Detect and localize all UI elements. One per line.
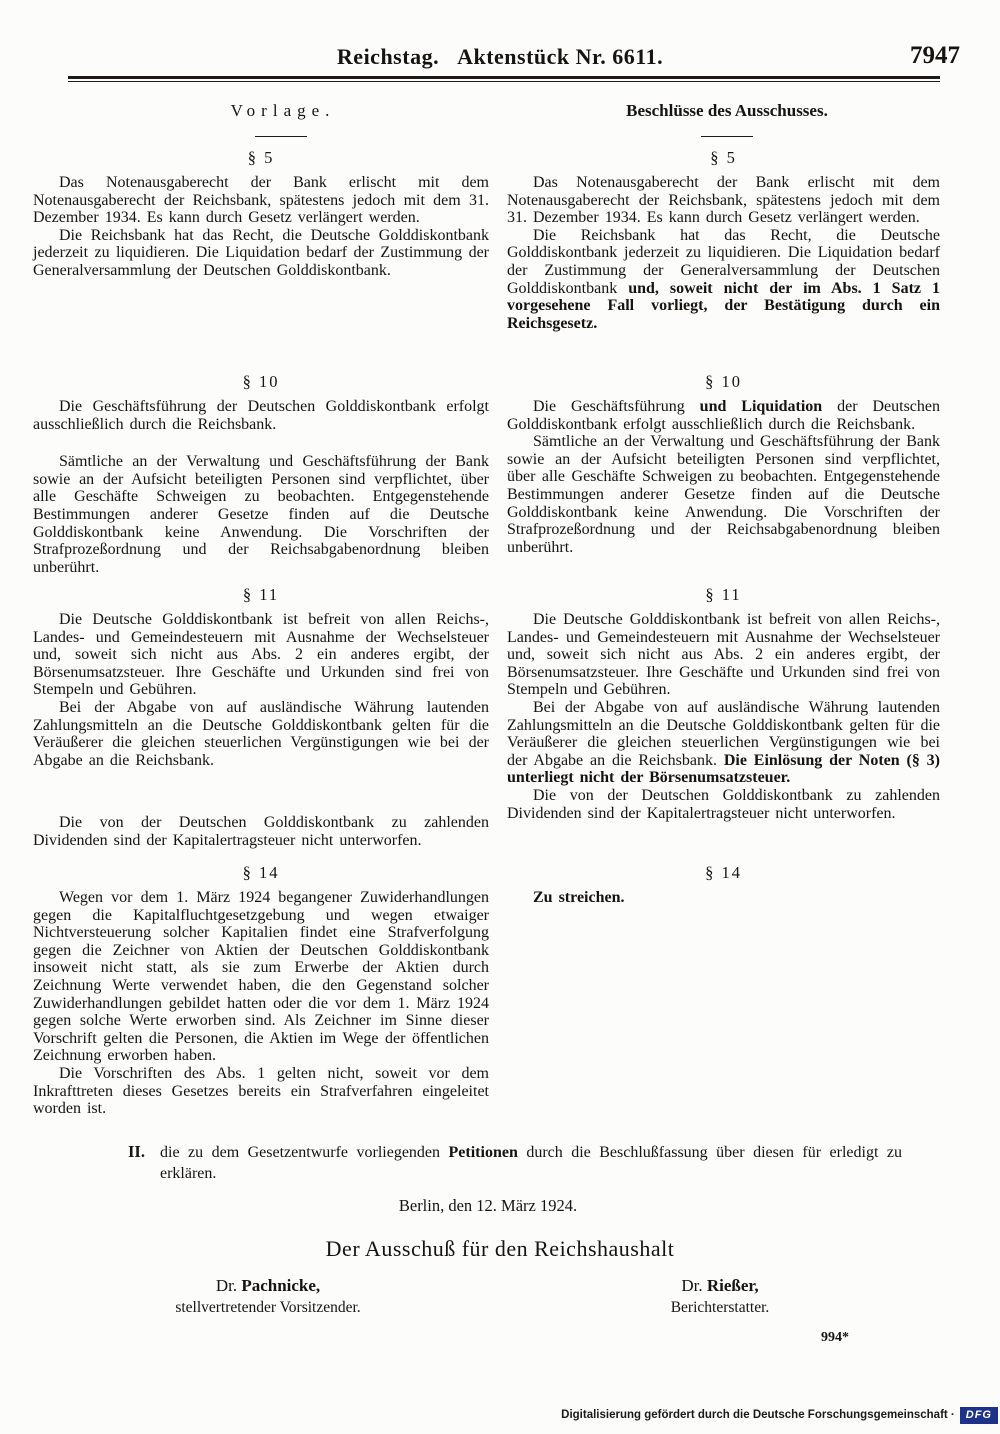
- body-paragraph: [507, 174, 940, 227]
- body-text: Das Notenausgaberecht der Bank erlischt mit dem Notenausgaberecht der Reichsbank, spätestens jedoch mit dem 31. Dezember 1934. Es kann durch Gesetz verlängert werden.: [507, 174, 940, 227]
- body-paragraph: [507, 398, 940, 433]
- signatory-title: Dr.: [681, 1276, 707, 1295]
- paragraph-heading: § 11: [705, 585, 742, 604]
- body-text: Die Reichsbank hat das Recht, die Deutsche Golddiskontbank jederzeit zu liquidieren. Die Liquidation bedarf der Zustimmung der Generalversammlung der Deutschen Golddiskontbank.: [33, 226, 489, 279]
- item-text-pre: die zu dem Gesetzentwurfe vorliegenden: [160, 1144, 449, 1161]
- body-paragraph: [33, 611, 489, 699]
- paragraph-heading: § 10: [242, 372, 280, 391]
- header-rule: [68, 76, 940, 86]
- body-paragraph: [507, 227, 940, 333]
- body-text: Die Deutsche Golddiskontbank ist befreit von allen Reichs-, Landes- und Gemeindesteuern mit Ausnahme der Wechselsteuer und, soweit sich nicht aus Abs. 2 ein anderes ergibt, der Börsenumsatzsteuer. Ihre Geschäfte und Urkunden sind frei von Stempeln und Gebühren.: [507, 611, 940, 699]
- body-paragraph: [33, 814, 489, 849]
- signatory-role: stellvertretender Vorsitzender.: [175, 1299, 361, 1316]
- body-paragraph: [33, 398, 489, 433]
- digitization-footer: [561, 1405, 998, 1425]
- signatory-title: Dr.: [215, 1276, 242, 1295]
- amended-text: und, soweit nicht der im Abs. 1 Satz 1 vorgesehene Fall vorliegt, der Bestätigung durch ein Reichsgesetz.: [507, 279, 941, 332]
- amended-text: Zu streichen.: [533, 889, 625, 906]
- body-text: Die Geschäftsführung: [533, 398, 700, 415]
- body-paragraph: [507, 787, 940, 822]
- section-s5-left: [33, 148, 489, 280]
- body-paragraph: [507, 433, 940, 556]
- signatory-role: Berichterstatter.: [670, 1299, 770, 1316]
- paragraph-heading: § 14: [242, 863, 280, 882]
- item-marker: II.: [128, 1142, 145, 1161]
- section-s10-right: [507, 372, 940, 556]
- section-s11-left: [33, 585, 489, 850]
- signature-chairman: [118, 1276, 418, 1317]
- page-number: 7947: [910, 42, 960, 69]
- body-text: Bei der Abgabe von auf ausländische Währung lautenden Zahlungsmitteln an die Deutsche Golddiskontbank gelten für die Veräußerer die gleichen steuerlichen Vergünstigungen wie bei der Abgabe an die Reichsbank.: [507, 698, 940, 769]
- body-text: Die Reichsbank hat das Recht, die Deutsche Golddiskontbank jederzeit zu liquidieren. Die Liquidation bedarf der Zustimmung der Generalversammlung der Deutschen Golddiskontbank: [507, 226, 940, 297]
- column-header-vorlage: Vorlage.: [230, 101, 336, 120]
- item-text-bold: Petitionen: [448, 1144, 518, 1161]
- body-text: Sämtliche an der Verwaltung und Geschäftsführung der Bank sowie an der Aufsicht beteiligten Personen sind verpflichtet, über alle Geschäfte Schweigen zu beobachten. Entgegenstehende Bestimmungen anderer Gesetze finden auf die Deutsche Golddiskontbank keine Anwendung. Die Vorschriften der Strafprozeßordnung und der Reichsabgabenordnung bleiben unberührt.: [507, 433, 940, 556]
- body-paragraph: [507, 889, 940, 907]
- signature-rapporteur: [570, 1276, 870, 1317]
- body-text: der Deutschen Golddiskontbank erfolgt ausschließlich durch die Reichsbank.: [507, 398, 941, 433]
- paragraph-heading: § 5: [710, 148, 737, 167]
- body-text: Die von der Deutschen Golddiskontbank zu zahlenden Dividenden sind der Kapitalertragsteuer nicht unterworfen.: [33, 814, 489, 849]
- body-text: Die von der Deutschen Golddiskontbank zu zahlenden Dividenden sind der Kapitalertragsteuer nicht unterworfen.: [507, 786, 940, 822]
- dateline: Berlin, den 12. März 1924.: [398, 1196, 578, 1215]
- signatory-name: [570, 1276, 870, 1296]
- signatory-name: [118, 1276, 418, 1296]
- amended-text: und Liquidation: [699, 398, 823, 415]
- body-text: Das Notenausgaberecht der Bank erlischt mit dem Notenausgaberecht der Reichsbank, spätestens jedoch mit dem 31. Dezember 1934. Es kann durch Gesetz verlängert werden.: [33, 174, 489, 227]
- signatory-surname: Rießer,: [706, 1276, 759, 1295]
- item-text: [160, 1142, 902, 1184]
- body-text: Die Geschäftsführung der Deutschen Golddiskontbank erfolgt ausschließlich durch die Reichsbank.: [33, 398, 489, 433]
- section-s14-left: [33, 863, 489, 1118]
- amended-text: Die Einlösung der Noten (§ 3) unterliegt nicht der Börsenumsatzsteuer.: [507, 751, 940, 787]
- section-s11-right: [507, 585, 940, 822]
- section-s5-right: [507, 148, 940, 332]
- committee-name: Der Ausschuß für den Reichshaushalt: [325, 1236, 675, 1261]
- body-paragraph: [33, 889, 489, 1065]
- signatory-surname: Pachnicke,: [241, 1276, 321, 1295]
- sheet-signature-mark: 994*: [821, 1330, 849, 1345]
- journal-name: Reichstag.: [336, 44, 440, 69]
- document-number: Aktenstück Nr. 6611.: [457, 44, 664, 69]
- paragraph-heading: § 14: [705, 863, 742, 882]
- dfg-logo: DFG: [960, 1407, 998, 1424]
- column-header-beschluesse: Beschlüsse des Ausschusses.: [626, 101, 828, 120]
- paragraph-heading: § 5: [247, 148, 275, 167]
- paragraph-heading: § 10: [705, 372, 742, 391]
- section-s10-left: [33, 372, 489, 576]
- body-text: Wegen vor dem 1. März 1924 begangener Zuwiderhandlungen gegen die Kapitalfluchtgesetzgebung und wegen etwaiger Nichtversteuerung solcher Kapitalien findet eine Strafverfolgung gegen die Zeichner von Aktien der Deutschen Golddiskontbank insoweit nicht statt, als sie zum Erwerbe der Aktien durch Zeichnung Werte verwendet haben, die den Gegenstand solcher Zuwiderhandlungen gebildet hatten oder die vor dem 1. März 1924 gegen solche Werte erworben sind. Als Zeichner im Sinne dieser Vorschrift gelten die Personen, die Aktien im Wege der öffentlichen Zeichnung erworben haben.: [33, 889, 489, 1065]
- body-paragraph: [33, 699, 489, 769]
- body-paragraph: [507, 611, 940, 699]
- digitization-credit: Digitalisierung gefördert durch die Deutsche Forschungsgemeinschaft ·: [561, 1409, 955, 1421]
- body-text: Sämtliche an der Verwaltung und Geschäftsführung der Bank sowie an der Aufsicht beteiligten Personen sind verpflichtet, über alle Geschäfte Schweigen zu beobachten. Entgegenstehende Bestimmungen anderer Gesetze finden auf die Deutsche Golddiskontbank keine Anwendung. Die Vorschriften der Strafprozeßordnung und der Reichsabgabenordnung bleiben unberührt.: [33, 453, 489, 576]
- body-paragraph: [33, 453, 489, 576]
- paragraph-heading: § 11: [242, 585, 280, 604]
- body-paragraph: [33, 227, 489, 280]
- resolution-item: [128, 1142, 902, 1184]
- section-s14-right: [507, 863, 940, 907]
- page-header-title: [0, 44, 1000, 70]
- column-header-rule-left: [255, 136, 307, 137]
- body-text: Die Deutsche Golddiskontbank ist befreit von allen Reichs-, Landes- und Gemeindesteuern mit Ausnahme der Wechselsteuer und, soweit sich nicht aus Abs. 2 ein anderes ergibt, der Börsenumsatzsteuer. Ihre Geschäfte und Urkunden sind frei von Stempeln und Gebühren.: [33, 611, 489, 699]
- column-header-rule-right: [701, 136, 753, 137]
- body-paragraph: [33, 174, 489, 227]
- item-text-post: durch die Beschlußfassung über diesen für erledigt zu erklären.: [160, 1144, 903, 1182]
- body-text: Die Vorschriften des Abs. 1 gelten nicht, soweit vor dem Inkrafttreten dieses Gesetzes bereits ein Strafverfahren eingeleitet worden ist.: [33, 1064, 489, 1118]
- body-paragraph: [507, 699, 940, 787]
- body-paragraph: [33, 1065, 489, 1118]
- body-text: Bei der Abgabe von auf ausländische Währung lautenden Zahlungsmitteln an die Deutsche Golddiskontbank gelten für die Veräußerer die gleichen steuerlichen Vergünstigungen wie bei der Abgabe an die Reichsbank.: [33, 698, 489, 769]
